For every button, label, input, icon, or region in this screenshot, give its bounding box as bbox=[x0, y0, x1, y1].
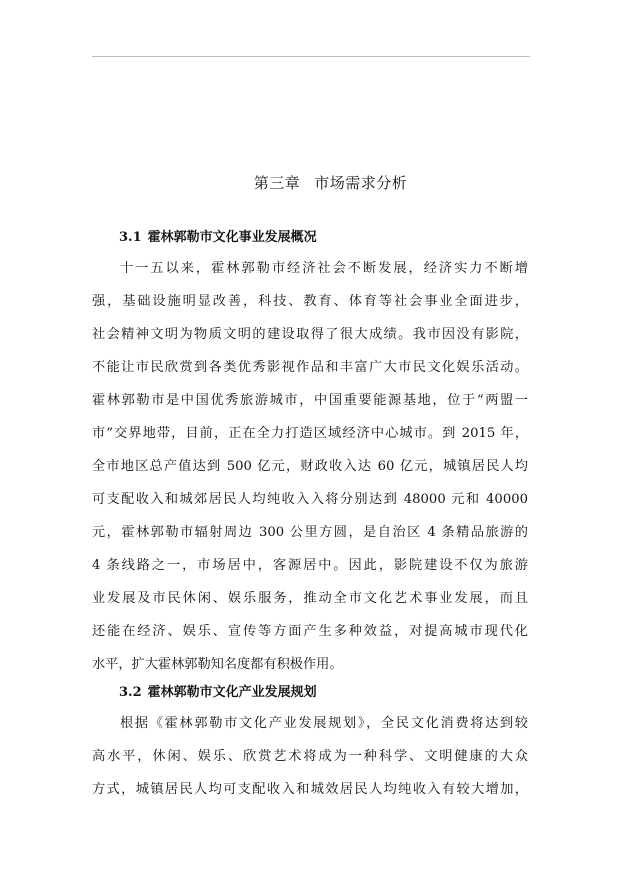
section-heading-3-2 bbox=[119, 681, 317, 700]
paragraph-line: 全市地区总产值达到 500 亿元，财政收入达 60 亿元，城镇居民人均 bbox=[92, 459, 528, 474]
paragraph-line: 可支配收入和城郊居民人均纯收入入将分别达到 48000 元和 40000 bbox=[92, 492, 528, 507]
paragraph-line: 业发展及市民休闲、娱乐服务，推动全市文化艺术事业发展，而且 bbox=[92, 591, 528, 606]
page-header-rule bbox=[92, 56, 530, 57]
paragraph-line: 不能让市民欣赏到各类优秀影视作品和丰富广大市民文化娱乐活动。 bbox=[92, 360, 528, 375]
paragraph-line: 市”交界地带，目前，正在全力打造区域经济中心城市。到 2015 年， bbox=[92, 426, 528, 441]
chapter-title bbox=[0, 172, 621, 193]
section-3-2-paragraph bbox=[92, 707, 528, 806]
section-number: 3.1 bbox=[119, 230, 142, 245]
section-number: 3.2 bbox=[119, 685, 142, 700]
paragraph-line: 根据《霍林郭勒市文化产业发展规划》，全民文化消费将达到较 bbox=[120, 716, 528, 731]
section-3-1-paragraph bbox=[92, 252, 528, 681]
chapter-name: 市场需求分析 bbox=[314, 174, 408, 192]
paragraph-line: 还能在经济、娱乐、宣传等方面产生多种效益，对提高城市现代化 bbox=[92, 624, 528, 639]
paragraph-line: 元，霍林郭勒市辐射周边 300 公里方圆，是自治区 4 条精品旅游的 bbox=[92, 525, 528, 540]
section-heading-3-1 bbox=[119, 226, 317, 245]
paragraph-line: 4 条线路之一，市场居中，客源居中。因此，影院建设不仅为旅游 bbox=[92, 558, 528, 573]
paragraph-line: 方式，城镇居民人均可支配收入和城效居民人均纯收入有较大增加， bbox=[92, 782, 528, 797]
paragraph-line: 霍林郭勒市是中国优秀旅游城市，中国重要能源基地，位于“两盟一 bbox=[92, 393, 528, 408]
paragraph-line: 十一五以来，霍林郭勒市经济社会不断发展，经济实力不断增 bbox=[120, 261, 528, 276]
paragraph-line: 高水平，休闲、娱乐、欣赏艺术将成为一种科学、文明健康的大众 bbox=[92, 749, 528, 764]
paragraph-line: 强，基础设施明显改善，科技、教育、体育等社会事业全面进步， bbox=[92, 294, 528, 309]
section-title: 霍林郭勒市文化事业发展概况 bbox=[147, 230, 317, 245]
section-title: 霍林郭勒市文化产业发展规划 bbox=[147, 685, 317, 700]
chapter-label: 第三章 bbox=[253, 174, 301, 192]
paragraph-line: 社会精神文明为物质文明的建设取得了很大成绩。我市因没有影院， bbox=[92, 327, 528, 342]
paragraph-line: 水平，扩大霍林郭勒知名度都有积极作用。 bbox=[92, 657, 343, 672]
